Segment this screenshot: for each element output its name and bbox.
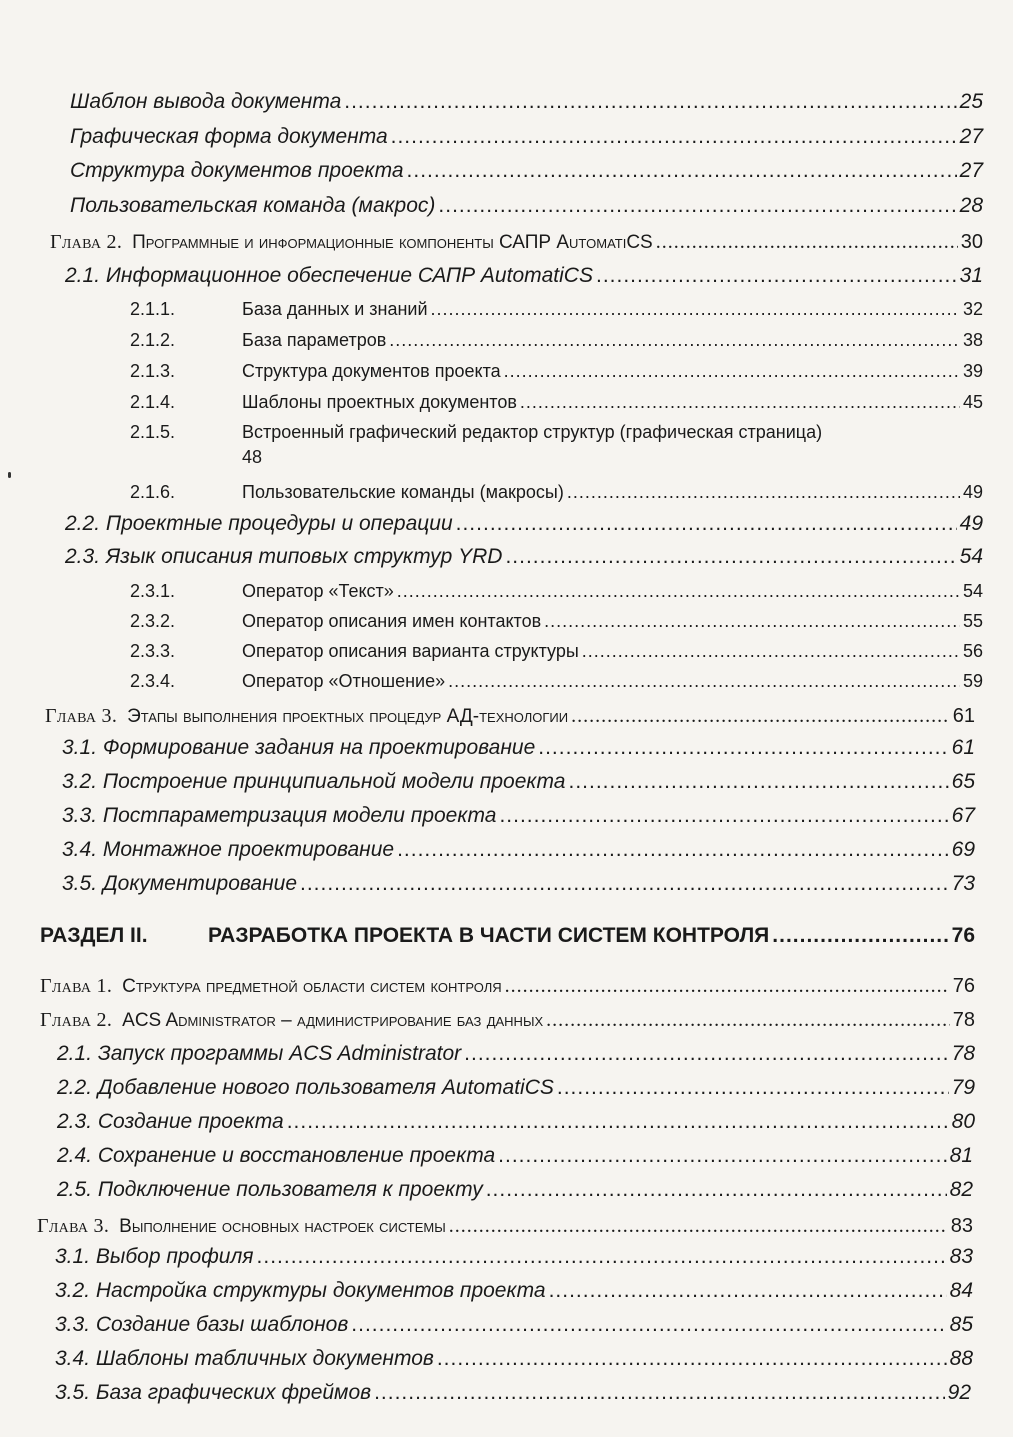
- section-title: РАЗРАБОТКА ПРОЕКТА В ЧАСТИ СИСТЕМ КОНТРОЛЯ: [208, 924, 770, 947]
- dot-leader: [505, 543, 956, 571]
- subsection-number: 2.3.1.: [130, 581, 176, 601]
- toc-entry[interactable]: [62, 870, 975, 898]
- toc-entry-page: 73: [951, 872, 975, 895]
- subsection-number: 2.1.5.: [130, 422, 176, 442]
- toc-subentry[interactable]: [130, 478, 983, 506]
- toc-entry-title: 3.4. Монтажное проектирование: [62, 838, 395, 861]
- toc-section-entry[interactable]: [40, 922, 975, 950]
- toc-entry-page: 49: [959, 512, 983, 535]
- toc-subentry[interactable]: [130, 577, 983, 605]
- toc-entry-title: 2.5. Подключение пользователя к проекту: [57, 1178, 483, 1201]
- dot-leader: [391, 123, 957, 151]
- toc-entry[interactable]: [62, 836, 975, 864]
- toc-entry[interactable]: [57, 1074, 975, 1102]
- toc-entry[interactable]: [57, 1176, 973, 1204]
- dot-leader: [582, 637, 960, 665]
- chapter-number: Глава 1.: [40, 975, 113, 997]
- dot-leader: [486, 1176, 947, 1204]
- toc-entry-page: 28: [959, 194, 983, 217]
- toc-entry-page: 49: [962, 482, 983, 502]
- dot-leader: [448, 667, 960, 695]
- toc-entry[interactable]: [62, 802, 975, 830]
- toc-entry-page: 78: [951, 1042, 975, 1065]
- dot-leader: [456, 510, 957, 538]
- toc-entry-title: Оператор «Отношение»: [242, 671, 446, 691]
- dot-leader: [498, 1142, 946, 1170]
- toc-entry-page: 27: [959, 159, 983, 182]
- toc-entry-page: 54: [962, 581, 983, 601]
- toc-entry[interactable]: [62, 768, 975, 796]
- toc-subentry-wrapped[interactable]: [130, 418, 822, 446]
- toc-entry-page: 80: [951, 1110, 975, 1133]
- dot-leader: [437, 1345, 947, 1373]
- toc-entry-title: Пользовательская команда (макрос): [70, 194, 436, 217]
- toc-entry[interactable]: [65, 510, 983, 538]
- toc-entry-title: Графическая форма документа: [70, 125, 388, 148]
- dot-leader: [397, 836, 949, 864]
- toc-entry-page: 76: [952, 975, 975, 997]
- toc-entry[interactable]: [55, 1345, 973, 1373]
- toc-entry-title: 2.3. Создание проекта: [57, 1110, 284, 1133]
- toc-entry-page: 54: [959, 545, 983, 568]
- dot-leader: [351, 1311, 946, 1339]
- toc-entry[interactable]: [62, 734, 975, 762]
- dot-leader: [596, 262, 957, 290]
- toc-entry[interactable]: [57, 1108, 975, 1136]
- dot-leader: [300, 870, 949, 898]
- toc-entry-page: 92: [947, 1381, 971, 1404]
- toc-entry-page: 78: [952, 1009, 975, 1031]
- toc-chapter-entry[interactable]: [50, 228, 983, 257]
- dot-leader: [374, 1379, 945, 1407]
- toc-subentry[interactable]: [130, 637, 983, 665]
- dot-leader: [568, 768, 948, 796]
- chapter-number: Глава 2.: [50, 231, 123, 253]
- subsection-number: 2.1.1.: [130, 299, 176, 319]
- toc-entry-page: 65: [951, 770, 975, 793]
- dot-leader: [257, 1243, 947, 1271]
- dot-leader: [499, 802, 948, 830]
- dot-leader: [546, 1006, 950, 1034]
- toc-entry-title: Структура документов проекта: [70, 159, 404, 182]
- toc-subentry[interactable]: [130, 607, 983, 635]
- dot-leader: [464, 1040, 948, 1068]
- toc-chapter-entry[interactable]: [40, 1006, 975, 1035]
- toc-entry-title: Пользовательские команды (макросы): [242, 482, 564, 502]
- toc-entry-page: 30: [960, 231, 983, 253]
- dot-leader: [389, 326, 960, 354]
- toc-entry-title: 2.2. Добавление нового пользователя AutomatiCS: [57, 1076, 554, 1099]
- toc-entry-title: 2.1. Запуск программы ACS Administrator: [57, 1042, 462, 1065]
- toc-entry-title: 3.5. База графических фреймов: [55, 1381, 372, 1404]
- toc-entry-page: 39: [962, 361, 983, 381]
- toc-entry-page: 81: [949, 1144, 973, 1167]
- toc-entry-page: 79: [951, 1076, 975, 1099]
- toc-entry-page: 56: [962, 641, 983, 661]
- toc-entry[interactable]: [57, 1142, 973, 1170]
- toc-entry-title: 3.2. Настройка структуры документов проекта: [55, 1279, 546, 1302]
- toc-entry[interactable]: [65, 262, 983, 290]
- toc-entry-page: 55: [962, 611, 983, 631]
- dot-leader: [567, 478, 960, 506]
- toc-entry-title: 3.5. Документирование: [62, 872, 297, 895]
- toc-entry-title: Структура документов проекта: [242, 361, 501, 381]
- section-number: РАЗДЕЛ II.: [40, 924, 148, 947]
- dot-leader: [772, 922, 948, 950]
- dot-leader: [504, 357, 960, 385]
- toc-entry-page: 31: [959, 264, 983, 287]
- chapter-title: Программные и информационные компоненты САПР AutomatiCS: [132, 232, 653, 253]
- toc-entry[interactable]: [57, 1040, 975, 1068]
- toc-entry[interactable]: [70, 123, 983, 151]
- toc-entry-title: Встроенный графический редактор структур (графическая страница): [242, 422, 823, 442]
- toc-entry-page: 38: [962, 330, 983, 350]
- chapter-number: Глава 3.: [45, 705, 118, 727]
- dot-leader: [656, 228, 958, 256]
- dot-leader: [438, 192, 956, 220]
- toc-subentry[interactable]: [130, 667, 983, 695]
- toc-entry-title: Оператор «Текст»: [242, 581, 394, 601]
- dot-leader: [544, 607, 960, 635]
- toc-entry-title: 3.2. Построение принципиальной модели проекта: [62, 770, 566, 793]
- toc-entry-page: 27: [959, 125, 983, 148]
- toc-entry-page: 59: [962, 671, 983, 691]
- toc-entry-title: 3.3. Постпараметризация модели проекта: [62, 804, 497, 827]
- toc-entry-title: База параметров: [242, 330, 387, 350]
- toc-entry-page: 45: [962, 392, 983, 412]
- toc-entry[interactable]: [55, 1379, 971, 1407]
- subsection-number: 2.3.2.: [130, 611, 176, 631]
- toc-entry-title: 2.1. Информационное обеспечение САПР AutomatiCS: [65, 264, 593, 287]
- toc-entry-page: 85: [949, 1313, 973, 1336]
- toc-entry-page: 83: [949, 1245, 973, 1268]
- toc-entry-title: 3.1. Формирование задания на проектирование: [62, 736, 536, 759]
- toc-entry-page: 82: [949, 1178, 973, 1201]
- dot-leader: [538, 734, 948, 762]
- toc-subentry[interactable]: [130, 357, 983, 385]
- subsection-number: 2.1.2.: [130, 330, 176, 350]
- chapter-title: ACS Administrator – администрирование баз данных: [122, 1010, 544, 1031]
- chapter-title: Структура предметной области систем контроля: [122, 976, 502, 997]
- dot-leader: [571, 702, 950, 730]
- toc-entry-page: 48: [242, 447, 263, 467]
- dot-leader: [549, 1277, 947, 1305]
- toc-subentry[interactable]: [130, 326, 983, 354]
- chapter-title: Выполнение основных настроек системы: [119, 1216, 446, 1237]
- toc-entry-page: 61: [952, 705, 975, 727]
- dot-leader: [449, 1212, 948, 1240]
- toc-entry[interactable]: [70, 192, 983, 220]
- toc-entry-page: 84: [949, 1279, 973, 1302]
- dot-leader: [431, 295, 960, 323]
- dot-leader: [287, 1108, 949, 1136]
- toc-subentry[interactable]: [130, 388, 983, 416]
- subsection-number: 2.1.3.: [130, 361, 176, 381]
- toc-entry-page: 25: [959, 90, 983, 113]
- toc-entry-title: 2.4. Сохранение и восстановление проекта: [57, 1144, 496, 1167]
- toc-entry-page: 76: [951, 924, 975, 947]
- toc-entry-title: Оператор описания имен контактов: [242, 611, 542, 631]
- toc-entry-page: 32: [962, 299, 983, 319]
- toc-entry-title: 3.1. Выбор профиля: [55, 1245, 254, 1268]
- toc-chapter-entry[interactable]: [37, 1212, 973, 1241]
- subsection-number: 2.1.6.: [130, 482, 176, 502]
- toc-entry[interactable]: [55, 1311, 973, 1339]
- toc-entry-title: Оператор описания варианта структуры: [242, 641, 579, 661]
- chapter-number: Глава 2.: [40, 1009, 113, 1031]
- toc-chapter-entry[interactable]: [40, 972, 975, 1001]
- toc-entry-title: Шаблон вывода документа: [70, 90, 342, 113]
- toc-entry-page: 61: [951, 736, 975, 759]
- dot-leader: [520, 388, 960, 416]
- toc-entry[interactable]: [55, 1243, 973, 1271]
- toc-entry[interactable]: [55, 1277, 973, 1305]
- toc-entry-page: 88: [949, 1347, 973, 1370]
- chapter-number: Глава 3.: [37, 1215, 110, 1237]
- toc-entry[interactable]: [65, 543, 983, 571]
- chapter-title: Этапы выполнения проектных процедур АД-технологии: [127, 706, 569, 727]
- subsection-number: 2.1.4.: [130, 392, 176, 412]
- toc-entry-page: 83: [950, 1215, 973, 1237]
- toc-entry-page: 67: [951, 804, 975, 827]
- toc-entry-page: 69: [951, 838, 975, 861]
- dot-leader: [505, 972, 950, 1000]
- toc-entry[interactable]: [70, 88, 983, 116]
- toc-entry-title: 2.2. Проектные процедуры и операции: [65, 512, 453, 535]
- toc-entry-title: 3.3. Создание базы шаблонов: [55, 1313, 349, 1336]
- dot-leader: [407, 157, 957, 185]
- dot-leader: [344, 88, 956, 116]
- dot-leader: [397, 577, 960, 605]
- toc-entry[interactable]: [70, 157, 983, 185]
- subsection-number: 2.3.4.: [130, 671, 176, 691]
- dot-leader: [557, 1074, 949, 1102]
- toc-subentry-wrapped-page: [242, 443, 262, 471]
- toc-entry-title: 2.3. Язык описания типовых структур YRD: [65, 545, 503, 568]
- toc-entry-title: База данных и знаний: [242, 299, 428, 319]
- subsection-number: 2.3.3.: [130, 641, 176, 661]
- toc-entry-title: Шаблоны проектных документов: [242, 392, 517, 412]
- toc-subentry[interactable]: [130, 295, 983, 323]
- toc-chapter-entry[interactable]: [45, 702, 975, 731]
- print-speck: [8, 472, 11, 478]
- toc-entry-title: 3.4. Шаблоны табличных документов: [55, 1347, 434, 1370]
